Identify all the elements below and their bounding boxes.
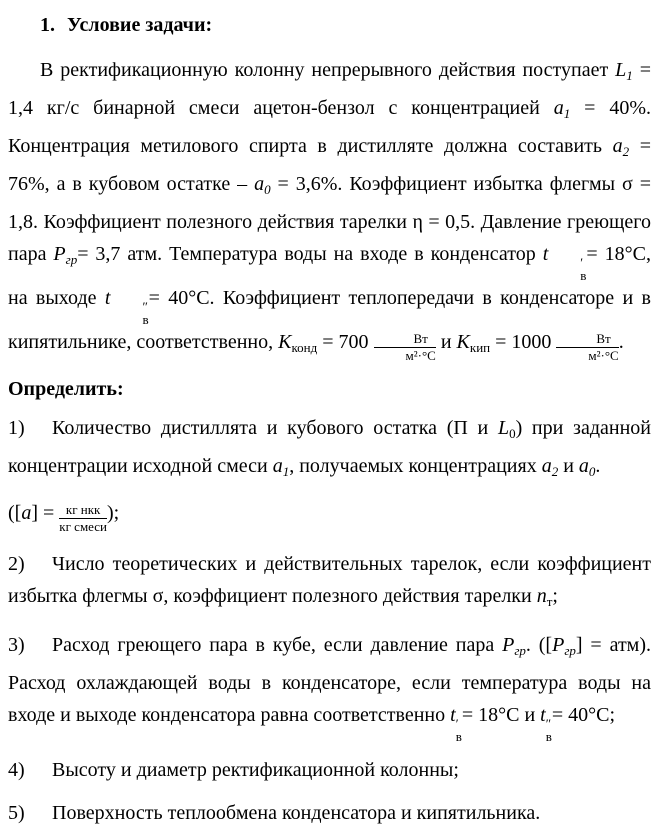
item-text: Число теоретических и действительных тарелок, если коэффициент избытка флегмы σ, коэффициент полезного действия тарелки $n_т$; bbox=[8, 553, 651, 609]
section-heading bbox=[8, 12, 651, 38]
task-item-5 bbox=[8, 797, 651, 829]
problem-statement-paragraph: В ректификационную колонну непрерывного действия поступает $L_1 = 1,4$ кг/с бинарной смеси ацетон-бензол с концентрацией $a_1 = 40\%$. Концентрация метилового спирта в дистилляте должна составить $a_2 = 76\%$, а в кубовом остатке – $a_0 = 3,6\%$. Коэффициент избытка флегмы σ = 1,8. Коэффициент полезного действия тарелки η = 0,5. Давление греющего пара $P_{гр}= 3,7$ атм. Температура воды на входе в конденсатор t ′ в = 18°С, на выходе t ″ в = 40°С. Коэффициент теплопередачи в конденсаторе и в кипятильнике, соответственно, $K_{конд} = 700$ $\frac{Вт}{\text{м²·°С}}$ и $K_{кип} = 1000$ $\frac{Вт}{\text{м²·°С}}$ . bbox=[8, 59, 652, 363]
item-number: 4) bbox=[8, 759, 25, 781]
task-item-1-note: ([a] = $\frac{\text{кг нкк}}{\text{кг смеси}}$ ); bbox=[8, 502, 120, 534]
item-text: Расход греющего пара в кубе, если давление пара $P_{гр}$. $([P_{гр}] = атм)$. Расход охлаждающей воды в конденсаторе, если температура воды на входе и выходе конденсатора равна соответственно t ′ в = 18°С и t ″ в = 40°С; bbox=[8, 634, 651, 744]
task-item-2 bbox=[8, 548, 651, 618]
task-item-4 bbox=[8, 754, 651, 786]
section-title: Условие задачи: bbox=[67, 14, 213, 36]
item-number: 1) bbox=[8, 417, 25, 439]
task-item-1 bbox=[8, 412, 651, 488]
item-text: Количество дистиллята и кубового остатка (П и $L_0$) при заданной концентрации исходной смеси $a_1$, получаемых концентрациях $a_2$ и $a_0$. bbox=[8, 417, 651, 479]
item-number: 5) bbox=[8, 802, 25, 824]
item-text: Поверхность теплообмена конденсатора и кипятильника. bbox=[52, 802, 541, 824]
item-number: 3) bbox=[8, 634, 25, 656]
section-number: 1. bbox=[40, 14, 55, 36]
item-number: 2) bbox=[8, 553, 25, 575]
task-item-3 bbox=[8, 629, 651, 743]
determine-heading: Определить: bbox=[8, 378, 124, 400]
item-text: Высоту и диаметр ректификационной колонны; bbox=[52, 759, 459, 781]
